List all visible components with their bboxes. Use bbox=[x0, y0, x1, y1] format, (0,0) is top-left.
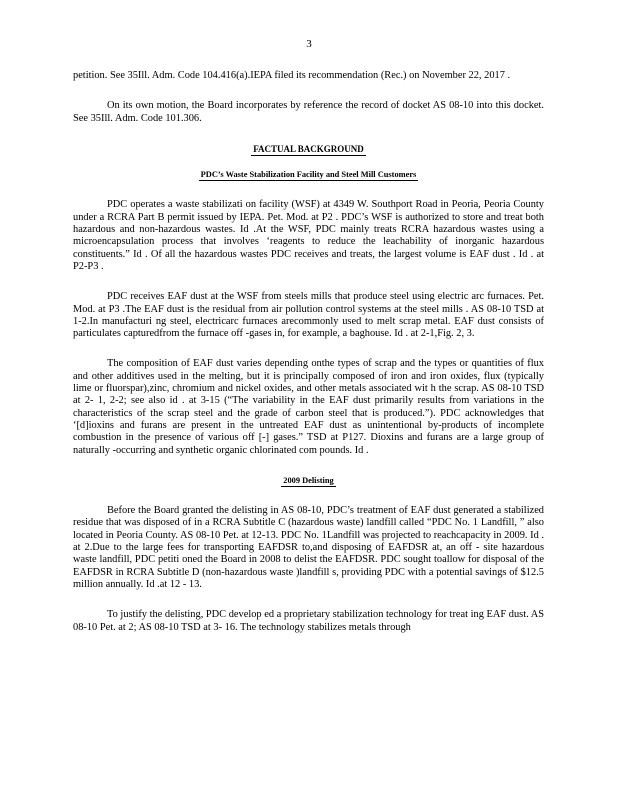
subheading-text: PDC’s Waste Stabilization Facility and Steel Mill Customers bbox=[200, 170, 417, 180]
section-heading-factual-background bbox=[73, 143, 544, 155]
page-number: 3 bbox=[306, 38, 312, 50]
subheading-2009-delisting bbox=[73, 475, 544, 487]
paragraph-stabilization-technology: To justify the delisting, PDC develop ed a proprietary stabilization technology for treat ing EAF dust. AS 08-10 Pet. at 2; AS 08-10 TSD at 3- 16. The technology stabilizes metals through bbox=[73, 609, 544, 633]
paragraph-eaf-dust-composition: The composition of EAF dust varies depending onthe types of scrap and the types or quantities of flux and other additives used in the melting, but it is principally composed of iron and iron oxides, flux (typically lime or fluorspar),zinc, chromium and nickel oxides, and other metals associated wit h the scrap. AS 08-10 TSD at 2- 1, 2-2; see also id . at 3-15 (“The variability in the EAF dust primarily results from variations in the characteristics of the scrap steel and the grade of carbon steel that is produced.”). PDC acknowledges that ‘[d]ioxins and furans are present in the untreated EAF dust as unintentional by-products of incomplete combustion in the presence of various off [-] gases.” TSD at P127. Dioxins and furans are a large group of naturally -occurring and synthetic organic chlorinated com pounds. Id . bbox=[73, 358, 544, 456]
paragraph-petition: petition. See 35Ill. Adm. Code 104.416(a).IEPA filed its recommendation (Rec.) on November 22, 2017 . bbox=[73, 70, 511, 81]
paragraph-incorporation: On its own motion, the Board incorporates by reference the record of docket AS 08-10 into this docket. See 35Ill. Adm. Code 101.306. bbox=[73, 100, 544, 124]
paragraph-wsf-operations: PDC operates a waste stabilizati on facility (WSF) at 4349 W. Southport Road in Peoria, Peoria County under a RCRA Part B permit issued by IEPA. Pet. Mod. at P2 . PDC’s WSF is authorized to store and treat both hazardous and non-hazardous wastes. Id .At the WSF, PDC mainly treats RCRA hazardous wastes using a microencapsulation process that involves ‘reagents to reduce the leachability of inorganic hazardous constituents.” Id . Of all the hazardous wastes PDC receives and treats, the largest volume is EAF dust . Id . at P2-P3 . bbox=[73, 199, 544, 272]
document-body bbox=[73, 70, 544, 652]
subheading-steel-mill-customers bbox=[73, 169, 544, 181]
section-heading-text: FACTUAL BACKGROUND bbox=[253, 143, 364, 154]
paragraph-eaf-dust-receipt: PDC receives EAF dust at the WSF from steels mills that produce steel using electric arc furnaces. Pet. Mod. at P3 .The EAF dust is the residual from air pollution control systems at the steel mills . AS 08-10 TSD at 1-2.In manufacturi ng steel, electricarc furnaces arecommonly used to melt scrap metal. EAF dust consists of particulates capturedfrom the furnace off -gases in, for example, a baghouse. Id . at 2-1,Fig. 2, 3. bbox=[73, 291, 544, 340]
paragraph-prior-disposal: Before the Board granted the delisting in AS 08-10, PDC’s treatment of EAF dust generated a stabilized residue that was disposed of in a RCRA Subtitle C (hazardous waste) landfill called “PDC No. 1 Landfill, ” also located in Peoria County. AS 08-10 Pet. at 12-13. PDC No. 1Landfill was projected to reachcapacity in 2009. Id . at 2.Due to the large fees for transporting EAFDSR to,and disposing of EAFDSR at, an off - site hazardous waste landfill, PDC petiti oned the Board in 2008 to delist the EAFDSR. PDC sought toallow for disposal of the EAFDSR in RCRA Subtitle D (non-hazardous waste )landfill s, providing PDC with a potential savings of $12.5 million annually. Id .at 12 - 13. bbox=[73, 505, 544, 590]
subheading-text: 2009 Delisting bbox=[283, 475, 334, 485]
